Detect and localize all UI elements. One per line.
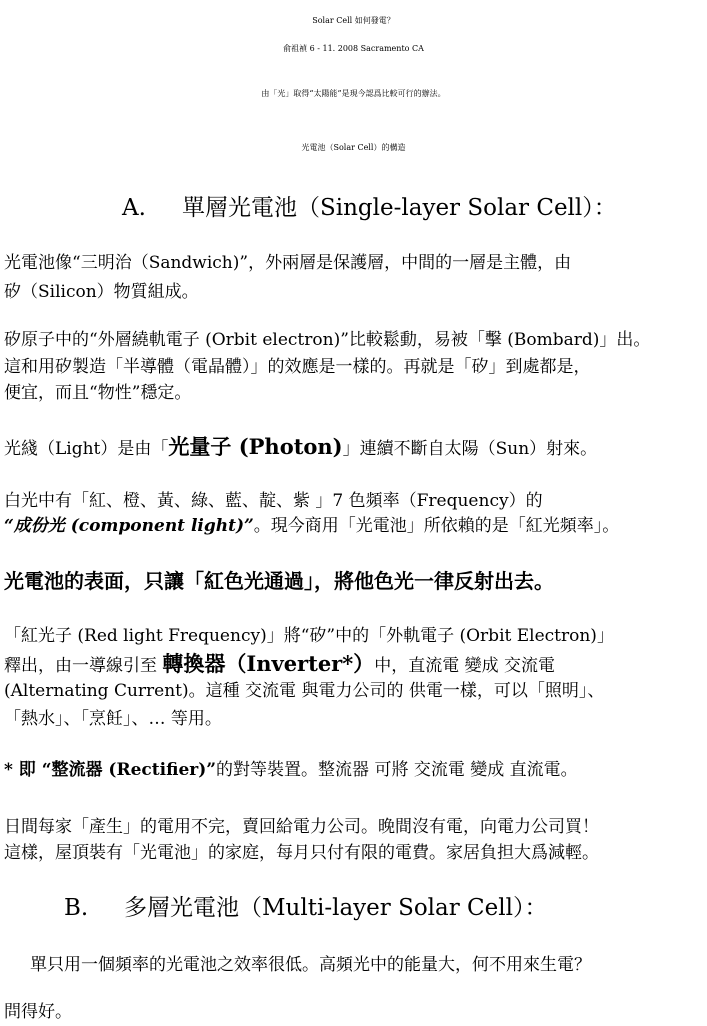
p6-line4: 「熱水」、「烹飪」、… 等用。: [4, 709, 222, 729]
document-title: Solar Cell 如何發電？: [312, 16, 395, 25]
p6-line1: 「紅光子 (Red light Frequency)」將“矽”中的「外軌電子 (Orbit Electron)」: [4, 626, 614, 646]
p6-text-a: 釋出，由一導線引至: [4, 656, 163, 676]
p4-component-light: “成份光 (component light)”: [4, 516, 254, 536]
p10-line: 問得好。: [4, 1002, 72, 1022]
p7-text-b: 的對等裝置。整流器 可將 交流電 變成 直流電。: [216, 760, 578, 780]
p7-footnote: [4, 760, 578, 780]
p4-line2: [4, 516, 619, 536]
section-a-letter: A.: [122, 195, 146, 221]
p6-line2: [4, 651, 556, 676]
p1-line2: 矽（Silicon）物質組成。: [4, 282, 199, 302]
byline: 俞祖禎 6 - 11. 2008 Sacramento CA: [283, 44, 424, 53]
p2-line2: 這和用矽製造「半導體（電晶體）」的效應是一樣的。再就是「矽」到處都是，: [4, 357, 591, 377]
intro-line: 由「光」取得“太陽能”是現今認爲比較可行的辦法。: [261, 89, 446, 98]
p2-line3: 便宜，而且“物性”穩定。: [4, 383, 192, 403]
p7-rectifier: “整流器 (Rectifier)”: [41, 760, 217, 780]
p4-text-rest: 。現今商用「光電池」所依賴的是「紅光頻率」。: [253, 516, 620, 536]
p2-line1: 矽原子中的“外層繞軌電子 (Orbit electron)”比較鬆動，易被「擊 (Bombard)」出。: [4, 330, 651, 350]
p6-line3: (Alternating Current)。這種 交流電 與電力公司的 供電一樣，可以「照明」、: [4, 681, 605, 701]
p9-line: 單只用一個頻率的光電池之效率很低。高頻光中的能量大，何不用來生電？: [30, 955, 591, 975]
section-b-letter: B.: [64, 895, 89, 921]
section-a-heading: [122, 194, 617, 222]
p3-line: [4, 434, 598, 459]
p8-line2: 這樣，屋頂裝有「光電池」的家庭，每月只付有限的電費。家居負担大爲減輕。: [4, 843, 599, 863]
p8-line1: 日間每家「產生」的電用不完，賣回給電力公司。晚間沒有電，向電力公司買！: [4, 817, 599, 837]
p6-inverter: 轉換器（Inverter*）: [162, 651, 375, 676]
section-b-title: 多層光電池（Multi-layer Solar Cell）：: [124, 895, 548, 921]
p1-line1: 光電池像“三明治（Sandwich)”，外兩層是保護層，中間的一層是主體，由: [4, 253, 572, 273]
section-b-heading: [64, 894, 547, 922]
section-a-title: 單層光電池（Single-layer Solar Cell）：: [182, 195, 617, 221]
structure-heading: 光電池（Solar Cell）的構造: [301, 143, 406, 152]
p3-text-b: 」連續不斷自太陽（Sun）射來。: [342, 439, 598, 459]
p3-photon: 光量子 (Photon): [168, 434, 343, 459]
p3-text-a: 光綫（Light）是由「: [4, 439, 169, 459]
p5-emphasis: 光電池的表面，只讓「紅色光通過」，將他色光一律反射出去。: [4, 569, 554, 593]
p6-text-b: 中，直流電 變成 交流電: [374, 656, 556, 676]
p7-text-a: * 即: [4, 760, 42, 780]
p4-line1: 白光中有「紅、橙、黃、綠、藍、靛、紫 」7 色頻率（Frequency）的: [4, 491, 543, 511]
